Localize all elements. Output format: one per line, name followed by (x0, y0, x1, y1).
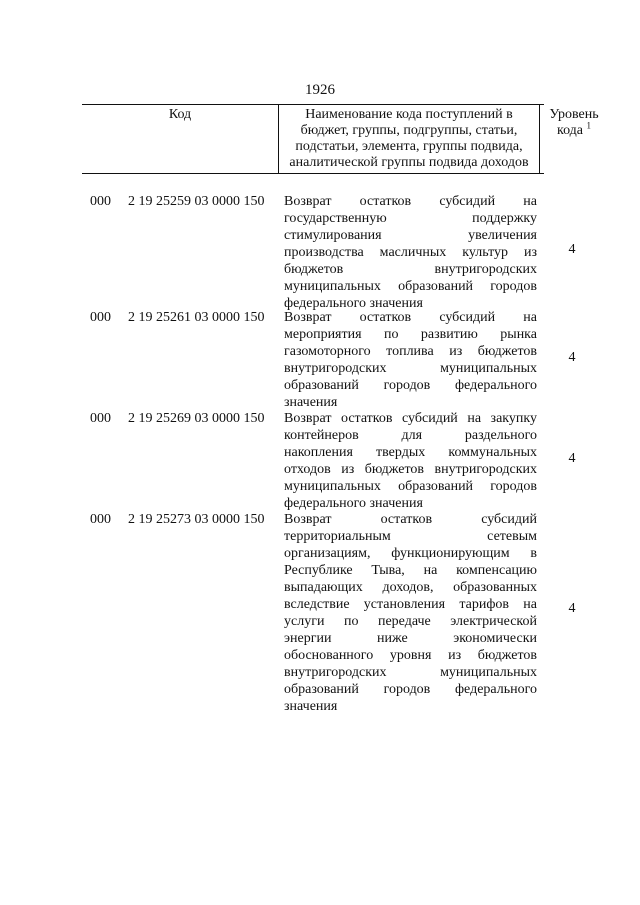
revenue-code: 2 19 25261 03 0000 150 (128, 310, 265, 325)
revenue-description: Возврат остатков субсидий на государственную поддержку стимулирования увеличения производства масличных культур из бюджетов внутригородских муниципальных образований городов федерального значения (284, 194, 537, 311)
revenue-code: 2 19 25273 03 0000 150 (128, 512, 265, 527)
header-name-line: бюджет, группы, подгруппы, статьи, (300, 123, 518, 138)
level-value: 4 (568, 350, 576, 365)
header-code: Код (168, 107, 192, 122)
table-row (82, 511, 602, 715)
table-header (82, 104, 599, 174)
admin-code: 000 (90, 310, 111, 325)
header-name-line: подстатьи, элемента, группы подвида, (295, 139, 523, 154)
table-row (82, 193, 602, 312)
page-number: 1926 (305, 82, 335, 98)
header-name-line: Наименование кода поступлений в (305, 107, 513, 122)
revenue-code: 2 19 25269 03 0000 150 (128, 411, 265, 426)
header-name-line: аналитической группы подвида доходов (289, 155, 529, 170)
header-level-line2: кода $^1$ (556, 120, 592, 138)
revenue-description: Возврат остатков субсидий на мероприятия по развитию рынка газомоторного топлива из бюджетов внутригородских муниципальных образований городов федерального значения (284, 310, 537, 410)
admin-code: 000 (90, 194, 111, 209)
level-value: 4 (568, 451, 576, 466)
level-value: 4 (568, 242, 576, 257)
revenue-description: Возврат остатков субсидий на закупку контейнеров для раздельного накопления твердых коммунальных отходов из бюджетов внутригородских муниципальных образований городов федерального значения (284, 411, 537, 511)
footnote-marker: 1 (586, 120, 592, 131)
header-level-line1: Уровень (549, 107, 599, 122)
admin-code: 000 (90, 411, 111, 426)
level-value: 4 (568, 601, 576, 616)
revenue-description: Возврат остатков субсидий территориальным сетевым организациям, функционирующим в Республике Тыва, на компенсацию выпадающих доходов, образованных вследствие установления тарифов на услуги по передаче электрической энергии ниже экономически обоснованного уровня из бюджетов внутригородских муниципальных образований городов федерального значения (284, 512, 537, 714)
table-row (82, 410, 602, 512)
header-name (278, 105, 540, 173)
admin-code: 000 (90, 512, 111, 527)
table-row (82, 309, 602, 411)
header-level (539, 105, 609, 173)
revenue-code: 2 19 25259 03 0000 150 (128, 194, 265, 209)
